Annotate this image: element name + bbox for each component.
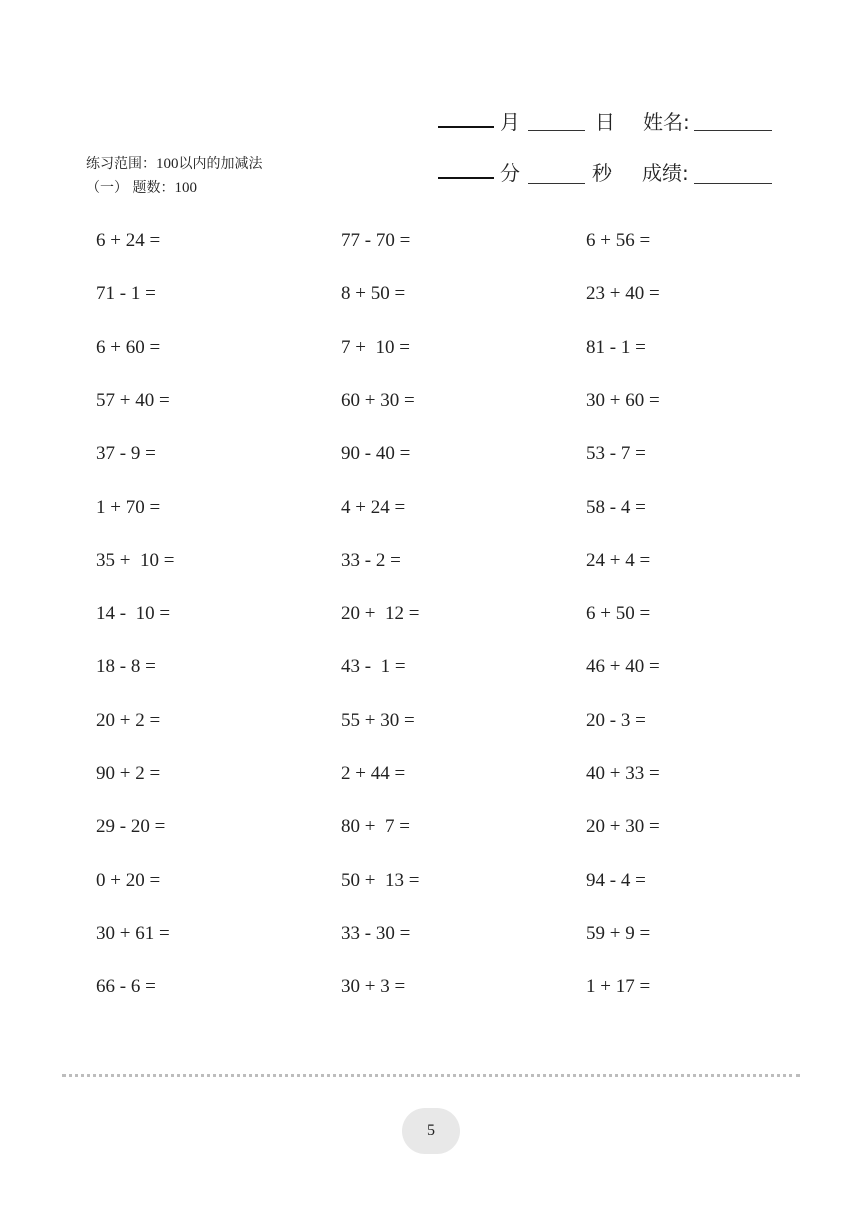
minute-label: 分 bbox=[500, 161, 520, 185]
math-problem: 77 - 70 = bbox=[341, 230, 411, 251]
math-problem: 43 - 1 = bbox=[341, 656, 406, 678]
day-label: 日 bbox=[595, 110, 615, 134]
math-problem: 33 - 30 = bbox=[341, 922, 411, 944]
page-number: 5 bbox=[427, 1122, 435, 1139]
second-blank[interactable] bbox=[528, 183, 585, 184]
practice-scope bbox=[86, 152, 326, 200]
math-problem: 23 + 40 = bbox=[586, 283, 660, 305]
math-problem: 81 - 1 = bbox=[586, 336, 646, 358]
math-problem: 2 + 44 = bbox=[341, 763, 406, 784]
math-problem: 1 + 70 = bbox=[96, 496, 161, 518]
math-problem: 29 - 20 = bbox=[96, 816, 166, 838]
math-problem: 6 + 50 = bbox=[586, 603, 651, 625]
math-problem: 18 - 8 = bbox=[96, 656, 156, 678]
month-blank[interactable] bbox=[438, 126, 494, 128]
math-problem: 90 + 2 = bbox=[96, 763, 161, 784]
math-problem: 14 - 10 = bbox=[96, 603, 171, 625]
math-problem: 55 + 30 = bbox=[341, 709, 415, 731]
math-problem: 20 + 12 = bbox=[341, 603, 420, 625]
name-label: 姓名: bbox=[643, 110, 690, 134]
math-problem: 20 + 30 = bbox=[586, 816, 660, 838]
math-problem: 33 - 2 = bbox=[341, 549, 401, 571]
math-problem: 6 + 60 = bbox=[96, 336, 161, 358]
name-blank[interactable] bbox=[694, 130, 772, 131]
dotted-divider bbox=[62, 1074, 800, 1077]
score-label: 成绩: bbox=[642, 161, 689, 185]
question-count: 100 bbox=[174, 180, 197, 196]
math-problem: 35 + 10 = bbox=[96, 549, 175, 571]
scope-part: （一） bbox=[86, 180, 128, 196]
math-problem: 20 - 3 = bbox=[586, 709, 646, 731]
math-problem: 30 + 61 = bbox=[96, 922, 170, 944]
scope-topic: 以内的加减法 bbox=[178, 156, 263, 172]
math-problem: 0 + 20 = bbox=[96, 869, 161, 891]
math-problem: 24 + 4 = bbox=[586, 549, 651, 571]
month-label: 月 bbox=[500, 110, 520, 134]
math-problem: 7 + 10 = bbox=[341, 336, 410, 358]
second-label: 秒 bbox=[592, 161, 612, 185]
math-problem: 90 - 40 = bbox=[341, 443, 411, 465]
math-problem: 59 + 9 = bbox=[586, 922, 651, 944]
math-problem: 66 - 6 = bbox=[96, 976, 156, 998]
math-problem: 80 + 7 = bbox=[341, 816, 410, 838]
math-problem: 6 + 56 = bbox=[586, 230, 651, 251]
score-blank[interactable] bbox=[694, 183, 772, 184]
math-problem: 20 + 2 = bbox=[96, 709, 161, 731]
math-problem: 8 + 50 = bbox=[341, 283, 406, 305]
math-problem: 58 - 4 = bbox=[586, 496, 646, 518]
scope-label: 练习范围： bbox=[86, 156, 156, 172]
math-problem: 40 + 33 = bbox=[586, 763, 660, 784]
math-problem: 71 - 1 = bbox=[96, 283, 156, 305]
math-problem: 57 + 40 = bbox=[96, 389, 170, 411]
math-problem: 50 + 13 = bbox=[341, 869, 420, 891]
math-problem: 1 + 17 = bbox=[586, 976, 651, 998]
math-problem: 94 - 4 = bbox=[586, 869, 646, 891]
scope-range: 100 bbox=[156, 156, 179, 172]
math-problem: 4 + 24 = bbox=[341, 496, 406, 518]
math-problem: 30 + 60 = bbox=[586, 389, 660, 411]
math-problem: 53 - 7 = bbox=[586, 443, 646, 465]
minute-blank[interactable] bbox=[438, 177, 494, 179]
day-blank[interactable] bbox=[528, 130, 585, 131]
math-problem: 37 - 9 = bbox=[96, 443, 156, 465]
math-problem: 30 + 3 = bbox=[341, 976, 406, 998]
count-label: 题数： bbox=[132, 180, 175, 196]
math-problem: 6 + 24 = bbox=[96, 230, 161, 251]
page-number-badge bbox=[402, 1108, 460, 1154]
math-problem: 60 + 30 = bbox=[341, 389, 415, 411]
math-problem: 46 + 40 = bbox=[586, 656, 660, 678]
